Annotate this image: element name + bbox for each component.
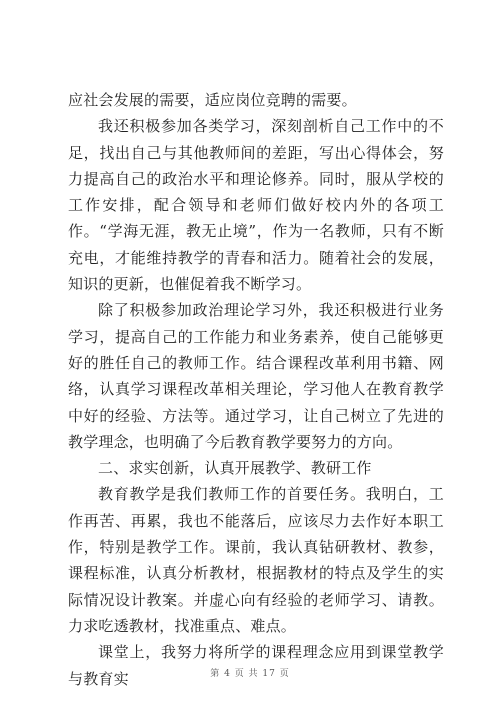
paragraph-1: 应社会发展的需要，适应岗位竞聘的需要。	[68, 91, 357, 109]
paragraph-2: 我还积极参加各类学习，深刻剖析自己工作中的不足，找出自己与其他教师间的差距，写出心得体会，努力提高自己的政治水平和理论修养。同时，服从学校的工作安排，配合领导和老师们做好校内外的各项工作。“学海无涯，教无止境”，作为一名教师，只有不断充电，才能维持教学的青春和活力。随着社会的发展，知识的更新，也催促着我不断学习。	[68, 117, 444, 294]
paragraph-5: 课堂上，我努力将所学的课程理念应用到课堂教学与教育实	[68, 643, 444, 688]
document-body	[68, 87, 444, 692]
paragraph-3: 除了积极参加政治理论学习外，我还积极进行业务学习，提高自己的工作能力和业务素养，使自己能够更好的胜任自己的教师工作。结合课程改革利用书籍、网络，认真学习课程改革相关理论，学习他人在教育教学中好的经验、方法等。通过学习，让自己树立了先进的教学理念，也明确了今后教育教学要努力的方向。	[68, 301, 444, 451]
page-number-footer: 第 4 页 共 17 页	[210, 669, 290, 679]
paragraph-4: 教育教学是我们教师工作的首要任务。我明白，工作再苦、再累，我也不能落后，应该尽力去作好本职工作，特别是教学工作。课前，我认真钻研教材、教参，课程标准，认真分析教材，根据教材的特点及学生的实际情况设计教案。并虚心向有经验的老师学习、请教。力求吃透教材，找准重点、难点。	[68, 485, 444, 635]
section-heading: 二、求实创新，认真开展教学、教研工作	[98, 459, 372, 478]
